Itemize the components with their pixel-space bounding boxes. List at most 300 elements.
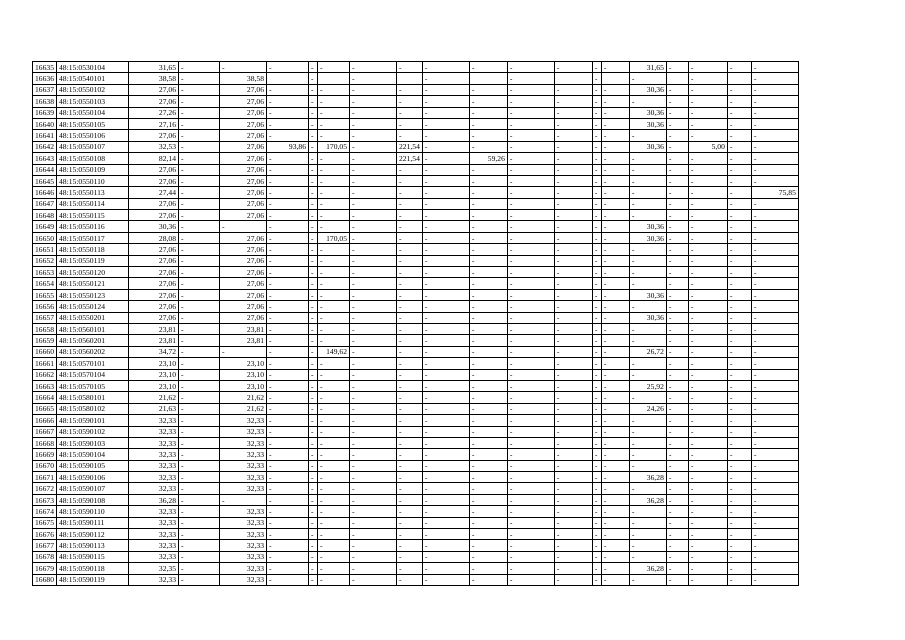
value-cell: - [592,506,601,517]
value-cell [727,73,751,84]
row-number-cell: 16663 [33,380,57,391]
value-cell: - [592,96,601,107]
table-row [33,175,799,186]
value-cell: 32,33 [129,483,179,494]
value-cell: 27,16 [129,118,179,129]
value-cell: - [592,369,601,380]
value-cell: - [309,221,318,232]
value-cell: - [309,483,318,494]
value-cell: - [554,221,592,232]
cadastral-number-cell: 48:15:0590118 [57,563,129,574]
value-cell: - [397,380,423,391]
table-row [33,563,799,574]
value-cell: - [309,517,318,528]
value-cell: - [554,141,592,152]
value-cell: - [554,392,592,403]
cadastral-number-cell: 48:15:0550201 [57,312,129,323]
value-cell: - [727,392,751,403]
value-cell: - [309,323,318,334]
value-cell: - [318,164,350,175]
value-cell: - [666,267,688,278]
value-cell: 27,06 [220,187,267,198]
table-row [33,278,799,289]
value-cell: 32,33 [129,472,179,483]
value-cell: - [554,62,592,73]
value-cell: - [422,130,469,141]
value-cell: - [592,73,601,84]
cadastral-number-cell: 48:15:0550120 [57,267,129,278]
value-cell: - [592,255,601,266]
value-cell: - [318,483,350,494]
value-cell: - [666,164,688,175]
value-cell: 32,33 [220,460,267,471]
value-cell: - [422,563,469,574]
value-cell: - [220,62,267,73]
value-cell: - [629,73,666,84]
value-cell: - [309,574,318,585]
value-cell: - [350,118,397,129]
value-cell: - [554,278,592,289]
value-cell: - [592,312,601,323]
value-cell: - [507,118,554,129]
value-cell: - [666,563,688,574]
value-cell: - [751,437,798,448]
cadastral-number-cell: 48:15:0550103 [57,96,129,107]
value-cell: - [592,437,601,448]
value-cell: 30,36 [629,84,666,95]
value-cell: - [397,312,423,323]
cadastral-number-cell: 48:15:0580101 [57,392,129,403]
value-cell: - [318,255,350,266]
value-cell: 32,33 [129,415,179,426]
value-cell: 27,06 [129,198,179,209]
value-cell: - [469,335,507,346]
value-cell: - [318,540,350,551]
value-cell: - [507,323,554,334]
value-cell: 27,06 [129,289,179,300]
value-cell: - [666,323,688,334]
value-cell: 27,06 [220,210,267,221]
value-cell: - [469,96,507,107]
table-row [33,141,799,152]
value-cell: 27,06 [129,278,179,289]
value-cell: - [751,244,798,255]
value-cell: - [688,449,727,460]
value-cell: - [554,551,592,562]
value-cell: - [350,506,397,517]
value-cell: - [469,529,507,540]
cadastral-number-cell: 48:15:0550104 [57,107,129,118]
value-cell: - [592,460,601,471]
value-cell: - [601,84,629,95]
value-cell: - [688,358,727,369]
value-cell: - [554,267,592,278]
value-cell: - [350,529,397,540]
value-cell: - [727,574,751,585]
value-cell: 82,14 [129,153,179,164]
value-cell: - [350,415,397,426]
value-cell: 36,28 [629,563,666,574]
value-cell: - [727,403,751,414]
value-cell: - [267,210,309,221]
value-cell: - [397,403,423,414]
value-cell: - [220,221,267,232]
value-cell: 36,28 [629,472,666,483]
value-cell: - [350,62,397,73]
value-cell: - [350,278,397,289]
value-cell: - [592,267,601,278]
value-cell: - [422,437,469,448]
value-cell: - [469,392,507,403]
value-cell: - [318,563,350,574]
value-cell: - [179,323,220,334]
row-number-cell: 16635 [33,62,57,73]
row-number-cell: 16657 [33,312,57,323]
value-cell: - [592,301,601,312]
row-number-cell: 16678 [33,551,57,562]
value-cell: - [554,96,592,107]
value-cell: 5,00 [688,141,727,152]
value-cell: - [469,141,507,152]
value-cell: - [592,198,601,209]
value-cell: 27,06 [129,312,179,323]
value-cell: - [666,415,688,426]
row-number-cell: 16648 [33,210,57,221]
value-cell: - [751,175,798,186]
cadastral-number-cell: 48:15:0570105 [57,380,129,391]
value-cell: - [592,358,601,369]
value-cell: 27,06 [220,198,267,209]
value-cell: - [179,380,220,391]
value-cell: - [397,574,423,585]
value-cell: - [469,517,507,528]
value-cell: 32,33 [220,426,267,437]
value-cell: - [751,346,798,357]
value-cell: - [397,289,423,300]
value-cell: - [751,506,798,517]
value-cell: - [422,301,469,312]
value-cell: - [318,380,350,391]
value-cell: - [179,574,220,585]
value-cell: - [688,426,727,437]
value-cell: - [688,267,727,278]
value-cell: - [507,551,554,562]
value-cell: - [751,563,798,574]
value-cell: - [666,506,688,517]
value-cell: - [179,403,220,414]
value-cell: - [350,358,397,369]
value-cell: - [350,175,397,186]
value-cell: - [592,415,601,426]
value-cell: - [601,164,629,175]
value-cell: - [397,84,423,95]
value-cell: 23,10 [129,358,179,369]
value-cell: - [601,107,629,118]
value-cell: - [592,130,601,141]
value-cell: - [507,153,554,164]
table-row [33,323,799,334]
value-cell: - [469,267,507,278]
value-cell: - [350,494,397,505]
value-cell: - [318,107,350,118]
table-row [33,437,799,448]
value-cell: - [688,323,727,334]
value-cell: - [727,118,751,129]
value-cell: - [751,301,798,312]
value-cell: 27,06 [129,210,179,221]
value-cell: - [507,244,554,255]
value-cell: - [629,323,666,334]
value-cell: - [469,563,507,574]
value-cell: - [629,255,666,266]
table-row [33,221,799,232]
value-cell: - [179,221,220,232]
value-cell: - [397,267,423,278]
table-row [33,346,799,357]
value-cell: - [397,517,423,528]
value-cell: - [309,84,318,95]
value-cell: 30,36 [629,107,666,118]
value-cell: - [592,141,601,152]
value-cell: - [179,96,220,107]
value-cell: - [397,255,423,266]
value-cell: 27,06 [220,96,267,107]
value-cell: 32,33 [220,529,267,540]
cadastral-number-cell: 48:15:0550117 [57,232,129,243]
cadastral-number-cell: 48:15:0550102 [57,84,129,95]
value-cell: - [666,278,688,289]
value-cell: - [688,210,727,221]
value-cell: - [469,369,507,380]
value-cell: - [179,84,220,95]
value-cell: - [554,312,592,323]
value-cell: - [507,96,554,107]
cadastral-number-cell: 48:15:0550105 [57,118,129,129]
row-number-cell: 16637 [33,84,57,95]
value-cell: - [422,255,469,266]
value-cell: - [469,130,507,141]
value-cell: - [309,540,318,551]
value-cell: - [350,198,397,209]
value-cell: - [397,210,423,221]
value-cell: - [397,460,423,471]
value-cell: - [422,118,469,129]
cadastral-number-cell: 48:15:0590105 [57,460,129,471]
value-cell: - [397,494,423,505]
value-cell: 27,44 [129,187,179,198]
value-cell: - [688,415,727,426]
value-cell: - [601,574,629,585]
value-cell: - [507,460,554,471]
value-cell: - [592,84,601,95]
value-cell: - [469,506,507,517]
value-cell: - [727,130,751,141]
value-cell: 32,33 [129,517,179,528]
value-cell: - [727,426,751,437]
value-cell: - [751,540,798,551]
value-cell: - [422,323,469,334]
value-cell: - [666,346,688,357]
table-row [33,73,799,84]
value-cell: - [666,232,688,243]
value-cell: 31,65 [629,62,666,73]
value-cell: - [554,335,592,346]
value-cell: - [554,426,592,437]
value-cell: 32,33 [220,483,267,494]
value-cell: - [601,540,629,551]
value-cell: - [309,210,318,221]
value-cell: - [727,437,751,448]
value-cell: - [422,289,469,300]
value-cell: - [751,232,798,243]
value-cell: - [601,403,629,414]
value-cell: - [179,551,220,562]
value-cell: - [629,460,666,471]
value-cell: - [688,335,727,346]
value-cell: - [507,62,554,73]
value-cell: - [688,198,727,209]
value-cell: - [751,574,798,585]
value-cell: - [629,540,666,551]
value-cell: - [469,415,507,426]
value-cell [601,73,629,84]
value-cell: - [554,415,592,426]
row-number-cell: 16643 [33,153,57,164]
value-cell: - [601,118,629,129]
value-cell: - [727,517,751,528]
value-cell: - [727,563,751,574]
value-cell: - [666,312,688,323]
value-cell: - [666,574,688,585]
row-number-cell: 16646 [33,187,57,198]
cadastral-number-cell: 48:15:0550123 [57,289,129,300]
value-cell: - [469,244,507,255]
value-cell: - [601,358,629,369]
value-cell: - [318,437,350,448]
value-cell: 32,35 [129,563,179,574]
value-cell: - [727,472,751,483]
value-cell: - [554,460,592,471]
value-cell: - [592,483,601,494]
value-cell: - [422,232,469,243]
value-cell: - [422,369,469,380]
value-cell: - [751,73,798,84]
value-cell: - [469,198,507,209]
value-cell: - [727,506,751,517]
value-cell: - [507,301,554,312]
value-cell: - [554,529,592,540]
row-number-cell: 16655 [33,289,57,300]
cadastral-number-cell: 48:15:0550121 [57,278,129,289]
value-cell: - [727,380,751,391]
value-cell: - [318,62,350,73]
value-cell: - [350,210,397,221]
value-cell: 24,26 [629,403,666,414]
value-cell: - [422,460,469,471]
cadastral-number-cell: 48:15:0590113 [57,540,129,551]
value-cell: - [422,380,469,391]
value-cell: - [688,187,727,198]
cadastral-number-cell: 48:15:0590106 [57,472,129,483]
value-cell: - [727,255,751,266]
value-cell: 23,10 [220,369,267,380]
value-cell: - [422,278,469,289]
value-cell: - [666,301,688,312]
value-cell: - [350,164,397,175]
value-cell: - [397,551,423,562]
value-cell: - [666,118,688,129]
cadastral-number-cell: 48:15:0560202 [57,346,129,357]
value-cell: - [727,369,751,380]
cadastral-number-cell: 48:15:0550108 [57,153,129,164]
value-cell: - [350,255,397,266]
value-cell: - [309,62,318,73]
table-row [33,460,799,471]
value-cell: - [397,358,423,369]
value-cell: 27,06 [220,301,267,312]
row-number-cell: 16649 [33,221,57,232]
cadastral-number-cell: 48:15:0550110 [57,175,129,186]
value-cell: - [727,540,751,551]
cadastral-number-cell: 48:15:0550109 [57,164,129,175]
value-cell: 21,62 [129,392,179,403]
cadastral-number-cell: 48:15:0570101 [57,358,129,369]
row-number-cell: 16653 [33,267,57,278]
cadastral-number-cell: 48:15:0590104 [57,449,129,460]
cadastral-number-cell: 48:15:0550106 [57,130,129,141]
value-cell: - [318,221,350,232]
value-cell: - [601,141,629,152]
value-cell: - [751,130,798,141]
value-cell: - [267,301,309,312]
table-row [33,369,799,380]
value-cell: - [601,198,629,209]
value-cell: - [469,574,507,585]
value-cell: 32,33 [220,437,267,448]
value-cell: - [350,323,397,334]
value-cell: - [309,187,318,198]
value-cell: 93,86 [267,141,309,152]
value-cell: - [601,369,629,380]
value-cell: - [179,483,220,494]
value-cell: - [592,289,601,300]
cadastral-number-cell: 48:15:0580102 [57,403,129,414]
value-cell: - [507,517,554,528]
value-cell: - [422,244,469,255]
value-cell: - [554,232,592,243]
value-cell: - [179,529,220,540]
value-cell: - [267,574,309,585]
value-cell: - [688,107,727,118]
value-cell: - [688,472,727,483]
cadastral-number-cell: 48:15:0540101 [57,73,129,84]
value-cell: - [751,494,798,505]
cadastral-number-cell: 48:15:0590111 [57,517,129,528]
value-cell: - [309,278,318,289]
value-cell: - [469,221,507,232]
value-cell: - [629,392,666,403]
value-cell: - [507,210,554,221]
value-cell: - [554,84,592,95]
value-cell: - [309,449,318,460]
value-cell: - [601,323,629,334]
value-cell: - [318,198,350,209]
value-cell: - [629,449,666,460]
value-cell: - [601,392,629,403]
value-cell: - [688,529,727,540]
value-cell: - [666,449,688,460]
value-cell: - [469,449,507,460]
